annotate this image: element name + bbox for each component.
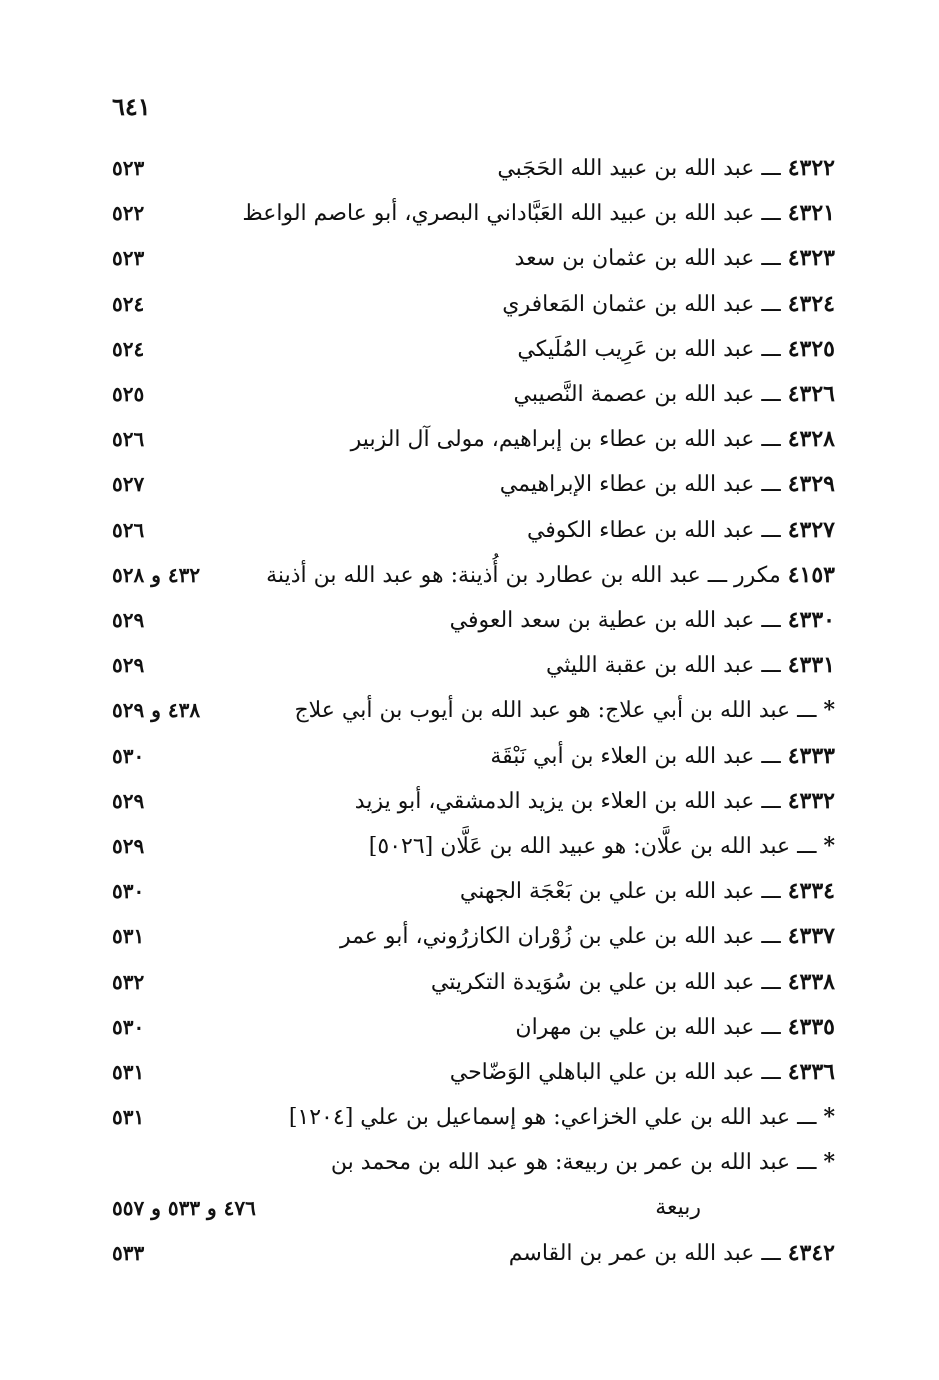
index-entry [0, 464, 939, 508]
entry-number: ٤٣٣٧ [787, 923, 835, 950]
entry-name: ـــ عبد الله بن علي بن بَعْجَة الجهني [459, 879, 781, 905]
entry-text [515, 238, 835, 279]
entry-name: ـــ عبد الله بن علي بن سُوَيدة التكريتي [430, 969, 781, 995]
entry-name: ـــ عبد الله بن علي الباهلي الوَضّاحي [449, 1060, 781, 1085]
page-reference: ٤٧٦ و ٥٣٣ و ٥٥٧ [112, 1195, 256, 1220]
entry-text [515, 1007, 835, 1048]
index-entry [0, 690, 939, 734]
entry-name: ـــ عبد الله بن علَّان: هو عبيد الله بن عَلَّان [٥٠٢٦] [368, 834, 817, 859]
index-entry [0, 1233, 939, 1277]
entry-text [294, 690, 835, 731]
entry-text [500, 464, 835, 505]
page-reference: ٥٣٢ [112, 969, 145, 994]
entry-name: ـــ عبد الله بن عثمان المَعافري [502, 291, 781, 317]
entry-name: ـــ عبد الله بن عبيد الله الحَجَبي [497, 156, 781, 181]
entry-name: ـــ عبد الله بن علي بن زُوْران الكازرُوني، أبو عمر [339, 924, 781, 950]
entry-text [502, 284, 835, 325]
entry-name: ـــ عبد الله بن عطية بن سعد العوفي [449, 608, 781, 633]
entry-number: ٤٣٣٨ [787, 968, 835, 995]
page-reference: ٥٣٠ [112, 743, 145, 768]
page-reference: ٥٣١ [112, 1060, 145, 1084]
page-reference: ٥٢٤ [112, 291, 145, 316]
entry-name: ـــ عبد الله بن عبيد الله العَبَّاداني البصري، أبو عاصم الواعظ [242, 201, 781, 227]
page-reference: ٥٣٣ [112, 1240, 145, 1265]
entry-text [546, 645, 835, 686]
entry-name: ـــ عبد الله بن عصمة النَّصيبي [513, 382, 781, 407]
index-entry [0, 1007, 939, 1051]
page-reference: ٥٢٩ [112, 608, 145, 632]
entry-number: ٤١٥٣ [787, 561, 835, 588]
entry-name: ـــ عبد الله بن أبي علاج: هو عبد الله بن أيوب بن أبي علاج [294, 698, 817, 724]
index-entry [0, 284, 939, 328]
entry-text [527, 510, 835, 551]
entry-number: ٤٣٤٢ [787, 1239, 835, 1266]
entry-number: ٤٣٢٥ [787, 335, 835, 362]
entry-text [351, 419, 835, 460]
index-entry [0, 645, 939, 689]
page-reference: ٥٢٩ [112, 653, 145, 678]
page-reference: ٥٢٣ [112, 246, 145, 271]
entry-text [450, 600, 835, 641]
entry-text [331, 1142, 835, 1183]
page-reference: ٥٢٧ [112, 472, 145, 497]
page-reference: ٥٢٢ [112, 201, 145, 226]
entry-text [340, 916, 835, 957]
page-reference: ٥٢٩ [112, 788, 145, 813]
entry-number: ٤٣٢٩ [787, 471, 835, 498]
index-entry [0, 555, 939, 599]
index-entry [0, 871, 939, 915]
page-reference: ٥٢٥ [112, 382, 145, 406]
index-entry [0, 962, 939, 1006]
page-reference: ٤٣٨ و ٥٢٩ [112, 698, 201, 723]
index-entry [0, 1097, 939, 1141]
entry-name: ـــ عبد الله بن عطاء بن إبراهيم، مولى آل الزبير [350, 427, 781, 453]
entry-text [513, 374, 835, 415]
entry-number: ٤٣٣٤ [787, 878, 835, 905]
entry-number: ٤٣٢٨ [787, 426, 835, 453]
entry-text [242, 193, 835, 234]
index-entry [0, 148, 939, 192]
index-entry [0, 1142, 939, 1186]
entry-number: ٤٣٢١ [787, 200, 835, 227]
index-entry [0, 238, 939, 282]
page-reference: ٤٣٢ و ٥٢٨ [112, 562, 201, 587]
entry-text [460, 871, 835, 912]
page-reference: ٥٢٩ [112, 834, 145, 858]
entry-number: ٤٣٢٦ [787, 381, 835, 407]
entry-text [517, 329, 835, 370]
entry-number: ٤٣٣٣ [787, 742, 835, 769]
entry-name: ـــ عبد الله بن عقبة الليثي [545, 653, 781, 679]
entry-number: ٤٣٣١ [787, 652, 835, 679]
entry-text [431, 962, 835, 1003]
entry-number: ٤٣٣٢ [787, 787, 835, 814]
entry-text [509, 1233, 835, 1274]
page-number: ٦٤١ [112, 92, 151, 121]
page-reference: ٥٢٦ [112, 427, 145, 452]
entry-number: * [823, 1104, 835, 1131]
index-entry [0, 510, 939, 554]
index-entry [0, 193, 939, 237]
entry-number: * [823, 833, 835, 859]
page-reference: ٥٣١ [112, 1105, 145, 1130]
entry-name: ـــ عبد الله بن عثمان بن سعد [514, 246, 781, 272]
entry-number: * [823, 1149, 835, 1176]
entry-name: ـــ عبد الله بن علي بن مهران [515, 1014, 781, 1040]
page-reference: ٥٢٦ [112, 517, 145, 542]
index-entry [0, 781, 939, 825]
entry-name: ـــ عبد الله بن علي الخزاعي: هو إسماعيل بن علي [١٢٠٤] [288, 1105, 817, 1131]
page-reference: ٥٣٠ [112, 879, 145, 904]
index-entry [0, 1052, 939, 1096]
entry-text [266, 555, 835, 596]
entry-number: ٤٣٣٦ [787, 1059, 835, 1085]
index-entry [0, 374, 939, 418]
index-entry [0, 736, 939, 780]
page-reference: ٥٢٣ [112, 156, 145, 180]
entry-text [450, 1052, 835, 1093]
index-entry [0, 916, 939, 960]
entry-name: ـــ عبد الله بن عمر بن القاسم [508, 1240, 781, 1266]
entry-number: ٤٣٢٧ [787, 516, 835, 543]
entry-text [490, 736, 835, 777]
entry-number: ٤٣٢٤ [787, 290, 835, 317]
entry-name: ـــ عبد الله بن العلاء بن يزيد الدمشقي، أبو يزيد [354, 788, 781, 814]
entry-name: ـــ عبد الله بن عطاء الكوفي [526, 517, 781, 543]
entry-name: ـــ عبد الله بن عمر بن ربيعة: هو عبد الله بن محمد بن [330, 1150, 817, 1176]
index-entry [0, 329, 939, 373]
page-reference: ٥٣١ [112, 924, 145, 949]
index-entry [0, 826, 939, 870]
entry-name: ـــ عبد الله بن عطاء الإبراهيمي [499, 472, 781, 498]
entry-name: مكرر ـــ عبد الله بن عطارد بن أُذينة: هو عبد الله بن أذينة [266, 562, 781, 588]
index-entry [0, 1188, 939, 1232]
index-entry [0, 600, 939, 644]
page-reference: ٥٣٠ [112, 1014, 145, 1039]
page-reference: ٥٢٤ [112, 336, 145, 361]
entry-text [355, 781, 835, 822]
entry-text [369, 826, 835, 867]
entry-text [497, 148, 835, 189]
entry-name: ـــ عبد الله بن عَرِيب المُلَيكي [517, 336, 781, 362]
entry-number: * [823, 697, 835, 724]
entry-continuation: ربيعة [655, 1194, 701, 1220]
entry-text [289, 1097, 835, 1138]
entry-number: ٤٣٣٥ [787, 1013, 835, 1040]
entry-name: ـــ عبد الله بن العلاء بن أبي نَبْقَة [490, 743, 781, 769]
index-entry [0, 419, 939, 463]
entry-number: ٤٣٢٣ [787, 245, 835, 272]
entry-number: ٤٣٢٢ [787, 155, 835, 181]
entry-number: ٤٣٣٠ [787, 607, 835, 633]
